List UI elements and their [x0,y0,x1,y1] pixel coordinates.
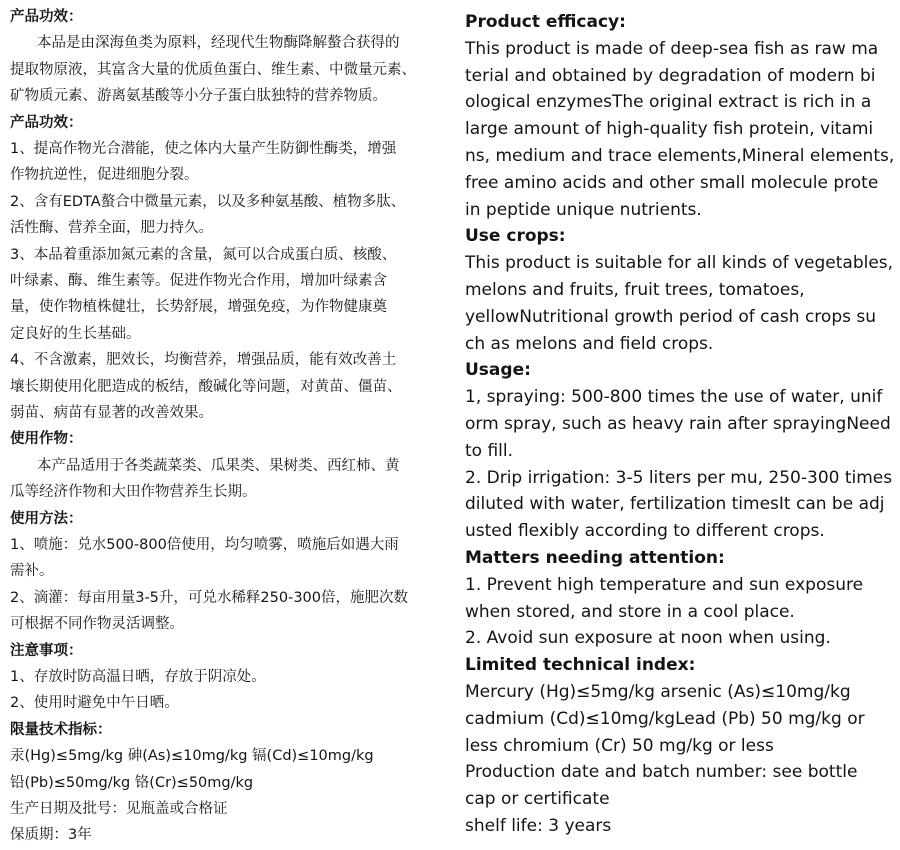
cn-line: 铅(Pb)≤50mg/kg 铬(Cr)≤50mg/kg [10,774,254,791]
en-line: orm spray, such as heavy rain after sprayingNeed [465,414,891,434]
cn-line: 矿物质元素、游离氨基酸等小分子蛋白肽独特的营养物质。 [10,88,387,105]
en-line: diluted with water, fertilization timesIt can be adj [465,494,885,515]
cn-line: 1、提高作物光合潜能，使之体内大量产生防御性酶类，增强 [10,141,397,157]
cn-line: 壤长期使用化肥造成的板结，酸碱化等问题，对黄苗、僵苗、 [10,378,402,395]
en-line: This product is suitable for all kinds of vegetables, [465,253,894,274]
cn-line: 生产日期及批号：见瓶盖或合格证 [10,801,228,817]
en-line: ological enzymesThe original extract is rich in a [465,92,872,113]
en-heading: Product efficacy: [465,12,626,32]
cn-line: 保质期：3年 [10,827,92,844]
en-line: 2. Drip irrigation: 3-5 liters per mu, 250-300 times [465,467,893,488]
en-line: melons and fruits, fruit trees, tomatoes, [465,280,805,300]
en-line: to fill. [465,440,514,461]
en-heading: Use crops: [465,226,566,247]
cn-line: 1、存放时防高温日晒，存放于阴凉处。 [10,669,266,685]
cn-line: 汞(Hg)≤5mg/kg 砷(As)≤10mg/kg 镉(Cd)≤10mg/kg [10,748,374,765]
en-line: terial and obtained by degradation of modern bi [465,65,876,86]
en-heading: Limited technical index: [465,655,696,676]
en-line: when stored, and store in a cool place. [465,601,795,622]
en-line: Production date and batch number: see bottle [465,762,858,783]
en-heading: Usage: [465,360,531,381]
cn-heading: 注意事项： [10,642,83,659]
cn-line: 定良好的生长基础。 [10,325,141,342]
cn-line: 弱苗、病苗有显著的改善效果。 [10,405,213,421]
cn-line: 瓜等经济作物和大田作物营养生长期。 [10,484,257,501]
cn-line: 叶绿素、酶、维生素等。促进作物光合作用，增加叶绿素含 [10,273,387,289]
cn-line: 2、滴灌：每亩用量3-5升，可兑水稀释250-300倍，施肥次数 [10,589,408,606]
en-line: 1, spraying: 500-800 times the use of water, unif [465,387,883,408]
en-line: 1. Prevent high temperature and sun exposure [465,574,864,595]
en-line: usted flexibly according to different crops. [465,521,825,542]
cn-heading: 产品功效： [10,114,83,131]
cn-line: 可根据不同作物灵活调整。 [10,616,184,633]
cn-line: 量，使作物植株健壮，长势舒展，增强免疫，为作物健康奠 [10,299,387,316]
en-line: cadmium (Cd)≤10mg/kgLead (Pb) 50 mg/kg or [465,708,865,729]
en-line: less chromium (Cr) 50 mg/kg or less [465,735,774,756]
en-line: ns, medium and trace elements,Mineral elements, [465,146,895,166]
en-line: ch as melons and field crops. [465,333,714,354]
cn-line: 2、使用时避免中午日晒。 [10,695,179,712]
en-line: large amount of high-quality fish protein, vitami [465,119,874,140]
cn-line: 2、含有EDTA螯合中微量元素，以及多种氨基酸、植物多肽、 [10,193,406,210]
cn-heading: 使用作物： [10,431,83,448]
cn-line: 本产品适用于各类蔬菜类、瓜果类、果树类、西红柿、黄 [37,457,400,474]
en-heading: Matters needing attention: [465,548,725,568]
en-line: yellowNutritional growth period of cash crops su [465,306,876,327]
cn-line: 提取物原液，其富含大量的优质鱼蛋白、维生素、中微量元素、 [10,61,416,78]
cn-line: 1、喷施：兑水500-800倍使用，均匀喷雾，喷施后如遇大雨 [10,537,399,553]
cn-line: 3、本品着重添加氮元素的含量，氮可以合成蛋白质、核酸、 [10,246,397,263]
en-line: cap or certificate [465,789,610,810]
cn-heading: 限量技术指标： [10,721,112,738]
cn-line: 需补。 [10,563,54,580]
en-line: in peptide unique nutrients. [465,199,702,220]
en-line: shelf life: 3 years [465,816,612,836]
cn-line: 作物抗逆性，促进细胞分裂。 [10,167,199,184]
en-line: free amino acids and other small molecule prote [465,172,879,193]
cn-heading: 产品功效： [10,9,83,25]
cn-line: 活性酶、营养全面，肥力持久。 [10,220,213,237]
cn-line: 本品是由深海鱼类为原料，经现代生物酶降解螯合获得的 [37,35,400,52]
cn-line: 4、不含激素，肥效长，均衡营养，增强品质，能有效改善土 [10,352,397,369]
en-line: 2. Avoid sun exposure at noon when using. [465,628,831,649]
en-line: Mercury (Hg)≤5mg/kg arsenic (As)≤10mg/kg [465,682,851,702]
en-line: This product is made of deep-sea fish as raw ma [465,38,879,59]
cn-heading: 使用方法： [10,510,83,527]
